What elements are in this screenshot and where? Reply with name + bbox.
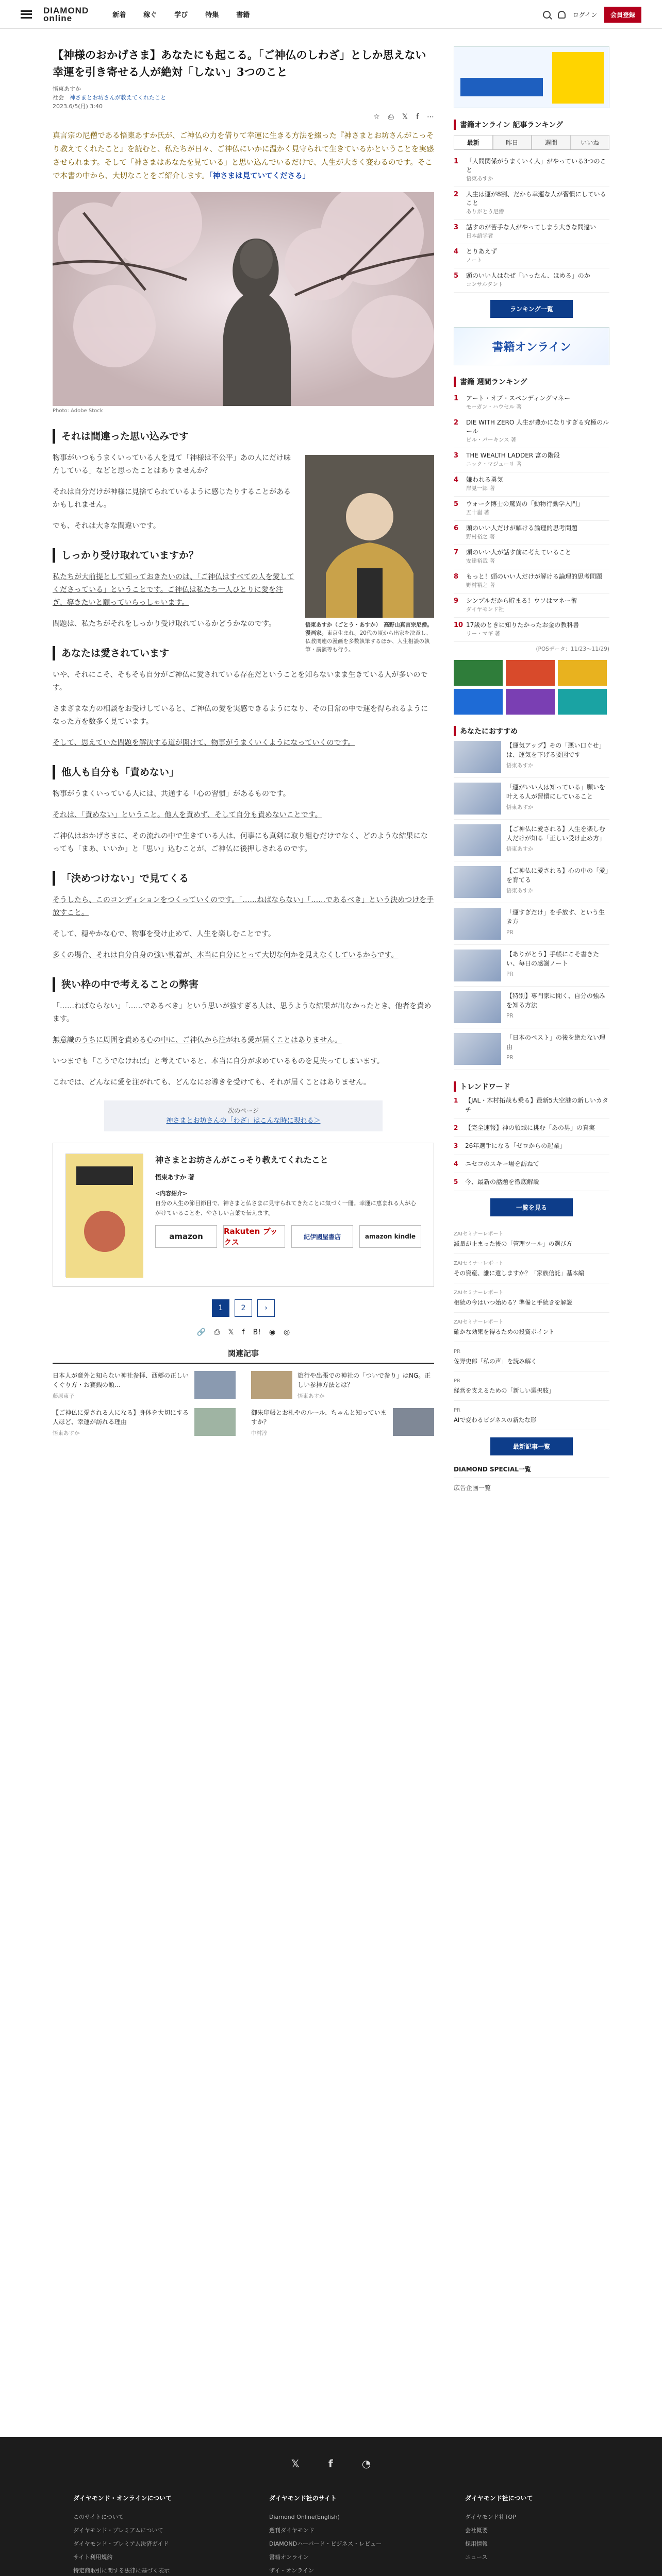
footer-col-about: ダイヤモンド・オンラインについて このサイトについて ダイヤモンド・プレミアムについて ダイヤモンド・プレミアム決済ガイド サイト利用規約 特定商取引に関する法律に基づく表示	[73, 2494, 197, 2576]
footer-link[interactable]: ダイヤモンド社TOP	[465, 2514, 516, 2520]
footer-link[interactable]: このサイトについて	[73, 2514, 124, 2520]
share-bar	[53, 113, 434, 121]
trend-item[interactable]: 1 【JAL・木村拓哉も乗る】最新5大空港の新しいカタチ	[454, 1092, 609, 1119]
recommend-title: あなたにおすすめ	[454, 726, 609, 736]
pr-item[interactable]: PR AIで変わるビジネスの新たな形	[454, 1401, 609, 1430]
thumbnail	[454, 866, 501, 898]
article-meta	[53, 84, 434, 111]
bookmark-icon[interactable]: ☆	[373, 113, 380, 121]
related-heading: 関連記事	[53, 1348, 434, 1364]
ranking-item[interactable]: 1 「人間関係がうまくいく人」がやっている3つのこと 悟東あすか	[454, 154, 609, 187]
book-desc-heading: <内容紹介>	[155, 1190, 188, 1197]
section-heading: それは間違った思い込みです	[53, 429, 434, 444]
footer-col-sites: ダイヤモンド社のサイト Diamond Online(English) 週刊ダイヤモンド DIAMONDハーバード・ビジネス・レビュー 書籍オンライン ザイ・オンライン	[269, 2494, 393, 2576]
thumbnail	[454, 824, 501, 856]
book-ranking-item[interactable]: 3 THE WEALTH LADDER 富の階段 ニック・マジューリ 著	[454, 448, 609, 472]
related-item[interactable]: 【ご神仏に愛される人になる】身体を大切にする人ほど、幸運が訪れる理由 悟東あすか	[53, 1408, 236, 1438]
trend-item[interactable]: 2 【完全速報】神の領域に挑む「あの男」の真実	[454, 1119, 609, 1137]
paragraph: 私たちが大前提として知っておきたいのは、「ご神仏はすべての人を愛してくださっている」ということです。ご神仏は私たち一人ひとりに愛を注ぎ、導きたいと願っていらっしゃいます。	[53, 573, 294, 607]
next-page-link[interactable]: 次のページ 神さまとお坊さんの「わざ」はこんな時に現れる＞	[104, 1100, 383, 1131]
search-icon[interactable]	[543, 11, 551, 19]
paragraph: 「……ねばならない」「……であるべき」という思いが強すぎる人は、思うような結果が出なかったとき、他者を責めます。	[53, 1002, 432, 1023]
paragraph: いや、それにこそ、そもそも自分がご神仏に愛されている存在だということを知らないまま生きている人が多いのです。	[53, 671, 428, 692]
recommend-item[interactable]: 「日本のペスト」の後を絶たない理由 PR	[454, 1028, 609, 1070]
special-link[interactable]: DIAMOND SPECIAL一覧	[454, 1465, 609, 1478]
facebook-icon[interactable]: f	[328, 2458, 333, 2470]
paragraph: そして、思えていた問題を解決する道が開けて、物事がうまくいくようになっていくのです。	[53, 739, 355, 747]
pocket-icon[interactable]: ◎	[284, 1328, 290, 1336]
recommend-item[interactable]: 「運すぎだけ」を手放す、という生き方 PR	[454, 903, 609, 945]
footer-link[interactable]: 週刊ダイヤモンド	[269, 2527, 315, 2534]
book-cover[interactable]	[65, 1154, 143, 1277]
footer-link[interactable]: 採用情報	[465, 2540, 488, 2547]
recommend-item[interactable]: 【ご神仏に愛される】心の中の「愛」を育てる 悟東あすか	[454, 861, 609, 903]
rakuten-button[interactable]: Rakuten ブックス	[223, 1225, 285, 1248]
paragraph: ご神仏はおかげさまに、その流れの中で生きている人は、何事にも真剣に取り組むだけでなく、どのような結果になっても「まあ、いいか」と「思い」込むことが、ご神仏に後押しされるのです。	[53, 832, 428, 853]
recommend-list	[454, 736, 609, 1070]
ranking-title: 書籍オンライン 記事ランキング	[454, 120, 609, 130]
register-button[interactable]: 会員登録	[604, 7, 641, 23]
section-heading: 「決めつけない」で見てくる	[53, 871, 434, 886]
next-page-button[interactable]: ›	[257, 1299, 275, 1317]
footer-link[interactable]: サイト利用規約	[73, 2554, 113, 2561]
shoseki-banner[interactable]: 書籍オンライン	[454, 327, 609, 365]
photo-credit: Photo: Adobe Stock	[53, 408, 103, 414]
thumbnail	[454, 991, 501, 1023]
thumbnail	[454, 1033, 501, 1065]
series-link[interactable]: 神さまとお坊さんが教えてくれたこと	[70, 94, 166, 101]
pr-item[interactable]: PR 佐野史郎「私の声」を読み解く	[454, 1342, 609, 1371]
nav-item[interactable]: 書籍	[236, 11, 250, 19]
related-item[interactable]: 旅行や出張での神社の「ついで参り」はNG。正しい参拝方法とは？ 悟東あすか	[251, 1371, 434, 1401]
pr-item[interactable]: ZAIセミナーレポート その資産、誰に遺しますか？「家族信託」基本編	[454, 1254, 609, 1283]
tab-likes[interactable]: いいね	[571, 135, 610, 149]
paragraph: 物事がいつもうまくいっている人を見て「神様は不公平」あの人にだけ味方している」などと思ったことはありませんか？	[53, 454, 291, 475]
pos-note: (POSデータ：11/23〜11/29)	[536, 646, 609, 652]
related-list	[53, 1371, 434, 1438]
nav-item[interactable]: 特集	[205, 11, 219, 19]
login-link[interactable]: ログイン	[572, 11, 597, 19]
author-name[interactable]: 悟東あすか	[53, 86, 81, 92]
ranking-item[interactable]: 2 人生は運が8割、だから幸運な人が習慣にしていること ありがとう尼僧	[454, 187, 609, 220]
book-ranking-item[interactable]: 4 嫌われる勇気 岸見一郎 著	[454, 472, 609, 497]
promo-banner[interactable]	[558, 689, 607, 715]
thumbnail	[454, 950, 501, 981]
trend-item[interactable]: 4 ニセコのスキー場を訪ねて	[454, 1155, 609, 1173]
book-ranking-list	[454, 391, 609, 642]
pr-item[interactable]: ZAIセミナーレポート 確かな効果を得るための投資ポイント	[454, 1313, 609, 1342]
site-logo[interactable]: DIAMOND online	[43, 5, 89, 23]
related-item[interactable]: 御朱印帳とお札やのルール、ちゃんと知っていますか？ 中村淳	[251, 1408, 434, 1438]
recommend-item[interactable]: 【運気アップ】その「悪い口ぐせ」は、運気を下げる要因です 悟東あすか	[454, 736, 609, 778]
pr-item[interactable]: ZAIセミナーレポート 相続の今はいつ始める？準備と手続きを解説	[454, 1283, 609, 1313]
footer-link[interactable]: DIAMONDハーバード・ビジネス・レビュー	[269, 2540, 382, 2547]
book-ranking-item[interactable]: 2 DIE WITH ZERO 人生が豊かになりすぎる究極のルール ビル・パーキンス 著	[454, 415, 609, 448]
footer-link[interactable]: 会社概要	[465, 2527, 488, 2534]
book-ranking-item[interactable]: 9 シンプルだから貯まる！ウソはマネー術 ダイヤモンド社	[454, 594, 609, 618]
thumbnail	[454, 783, 501, 815]
section-heading: あなたは愛されています	[53, 646, 296, 660]
author-profile-text: 東京生まれ。20代の頃から出家を決意し、仏教関連の漫画を多数執筆するほか、人生相談の執筆・講演等も行う。	[305, 630, 432, 653]
recommend-item[interactable]: 【ありがとう】手帳にこそ書きたい、毎日の感謝ノート PR	[454, 945, 609, 987]
sidebar	[454, 46, 609, 1492]
book-ranking-item[interactable]: 7 頭のいい人が話す前に考えていること 安達裕哉 著	[454, 545, 609, 569]
book-ranking-item[interactable]: 5 ウォーク博士の驚異の「動物行動学入門」 五十嵐 著	[454, 497, 609, 521]
ranking-item[interactable]: 3 話すのが苦手な人がやってしまう大きな間違い 日本語学者	[454, 220, 609, 244]
author-profile-name: 悟東あすか（ごとう・あすか） 高野山真言宗尼僧。漫画家。	[305, 622, 433, 636]
promo-banner[interactable]	[506, 660, 555, 686]
trend-item[interactable]: 3 26年選手になる「ゼロからの起業」	[454, 1137, 609, 1155]
book-ranking-item[interactable]: 8 もっと！頭のいい人だけが解ける論理的思考問題 野村裕之 著	[454, 569, 609, 594]
section-heading: 狭い枠の中で考えることの弊害	[53, 977, 434, 992]
article-lead: 真言宗の尼僧である悟東あすか氏が、ご神仏の力を借りて幸運に生きる方法を綴った『神さまとお坊さんがこっそり教えてくれたこと』を読むと、私たちが日々、ご神仏にいかに温かく見守られて生きているかということを実感させられます。そして「神さまはあなたを見ている」と思い込んでいるだけで、人生が大きく変わるのです。そこで本書の中から、大切なことをご紹介します。「神さまは見ていてくださる」	[53, 132, 434, 180]
tab-latest[interactable]: 最新	[454, 135, 493, 149]
link-icon[interactable]: 🔗	[196, 1328, 206, 1336]
facebook-share-icon[interactable]: f	[416, 113, 419, 121]
user-icon[interactable]	[558, 11, 566, 19]
footer-link[interactable]: ニュース	[465, 2554, 488, 2561]
footer-link[interactable]: ザイ・オンライン	[269, 2567, 314, 2574]
page-2[interactable]: 2	[235, 1299, 252, 1317]
paragraph: でも、それは大きな間違いです。	[53, 522, 160, 530]
trend-list	[454, 1092, 609, 1191]
thumbnail	[194, 1408, 236, 1436]
ranking-item[interactable]: 4 とりあえず ノート	[454, 244, 609, 268]
footer-col-company: ダイヤモンド社について ダイヤモンド社TOP 会社概要 採用情報 ニュース	[465, 2494, 589, 2576]
nav-item[interactable]: 学び	[174, 11, 188, 19]
promo-banners	[454, 660, 609, 715]
thumbnail	[194, 1371, 236, 1399]
print-icon[interactable]: ⎙	[214, 1328, 220, 1336]
paragraph: これでは、どんなに愛を注がれても、どんなにお導きを受けても、それが届くことはありません。	[53, 1078, 371, 1087]
amazon-button[interactable]: amazon	[155, 1225, 217, 1248]
x-share-icon[interactable]: 𝕏	[228, 1328, 234, 1336]
footer-link[interactable]: ダイヤモンド・プレミアム決済ガイド	[73, 2540, 169, 2547]
ad-list-link[interactable]: 広告企画一覧	[454, 1484, 491, 1492]
thumbnail	[393, 1408, 434, 1436]
kindle-button[interactable]: amazon kindle	[359, 1225, 421, 1248]
ranking-more-button[interactable]: ランキング一覧	[490, 300, 573, 318]
kinokuniya-button[interactable]: 紀伊國屋書店	[291, 1225, 353, 1248]
paragraph: 多くの場合、それは自分自身の強い執着が、本当に自分にとって大切な何かを見えなくしているからです。	[53, 951, 399, 959]
section-heading: 他人も自分も「責めない」	[53, 765, 434, 779]
article	[53, 46, 434, 1438]
publish-date: 2023.6/5(月) 3:40	[53, 103, 103, 110]
paragraph: そうしたら、このコンディションをつくっていくのです。「……ねばならない」「……であるべき」という決めつけを手放すこと。	[53, 896, 434, 917]
book-description: 自分の人生の節目節目で、神さまと仏さまに見守られてきたことに気づく一冊。幸運に恵まれる人が心がけていることを、やさしい言葉で伝えます。	[155, 1200, 416, 1216]
trend-title: トレンドワード	[454, 1081, 609, 1092]
book-ranking-title: 書籍 週間ランキング	[454, 377, 609, 387]
ad-banner[interactable]	[454, 46, 609, 108]
hatena-icon[interactable]: B!	[253, 1328, 261, 1336]
menu-icon[interactable]	[21, 10, 32, 19]
social-links	[0, 2437, 662, 2470]
ranking-list	[454, 154, 609, 293]
book-box	[53, 1143, 434, 1287]
author-profile	[305, 455, 434, 654]
footer-link[interactable]: ダイヤモンド・プレミアムについて	[73, 2527, 163, 2534]
line-icon[interactable]: ◉	[269, 1328, 276, 1336]
rss-icon[interactable]: ◔	[361, 2458, 371, 2470]
paragraph: それは自分だけが神様に見捨てられているように感じたりすることがあるかもしれません。	[53, 488, 291, 509]
book-ranking-item[interactable]: 1 アート・オブ・スペンディングマネー モーガン・ハウセル 著	[454, 391, 609, 415]
share-bar-bottom	[53, 1328, 434, 1336]
x-icon[interactable]: 𝕏	[291, 2458, 300, 2470]
promo-banner[interactable]	[454, 689, 503, 715]
pagination	[53, 1299, 434, 1317]
print-icon[interactable]: ⎙	[388, 113, 394, 121]
pr-more-button[interactable]: 最新記事一覧	[490, 1437, 573, 1455]
footer-link[interactable]: 書籍オンライン	[269, 2554, 309, 2561]
paragraph: 物事がうまくいっている人には、共通する「心の習慣」があるものです。	[53, 790, 290, 798]
site-footer	[0, 2437, 662, 2576]
recommend-item[interactable]: 【ご神仏に愛される】人生を楽しむ人だけが知る「正しい受け止め方」 悟東あすか	[454, 820, 609, 861]
page-1[interactable]: 1	[212, 1299, 229, 1317]
tab-weekly[interactable]: 週間	[532, 135, 571, 149]
promo-banner[interactable]	[506, 689, 555, 715]
thumbnail	[454, 908, 501, 940]
article-title: 【神様のおかげさま】あなたにも起こる。「ご神仏のしわざ」としか思えない幸運を引き寄せる人が絶対「しない」3つのこと	[53, 48, 426, 78]
paragraph: そして、穏やかな心で、物事を受け止めて、人生を楽しむことです。	[53, 930, 276, 938]
x-share-icon[interactable]: 𝕏	[402, 113, 408, 121]
category[interactable]: 社会	[53, 94, 64, 101]
related-item[interactable]: 日本人が意外と知らない神社参拝、西郷の正しいくぐり方・お賽銭の額… 藤原東子	[53, 1371, 236, 1401]
nav-item[interactable]: 稼ぐ	[143, 11, 157, 19]
book-ranking-item[interactable]: 10 17歳のときに知りたかったお金の教科書 リー・マギ 著	[454, 618, 609, 642]
recommend-item[interactable]: 「運がいい人は知っている」願いを叶える人が習慣にしていること 悟東あすか	[454, 778, 609, 820]
paragraph: 無意識のうちに周囲を責める心の中に、ご神仏から注がれる愛が届くことはありません。	[53, 1036, 342, 1044]
thumbnail	[251, 1371, 292, 1399]
pr-item[interactable]: ZAIセミナーレポート 減量が止まった後の「管理ツール」の選び方	[454, 1225, 609, 1254]
paragraph: 問題は、私たちがそれをしっかり受け取れているかどうかなのです。	[53, 620, 276, 628]
footer-link[interactable]: 特定商取引に関する法律に基づく表示	[73, 2567, 170, 2574]
hero-image	[53, 192, 434, 406]
paragraph: それは、「責めない」ということ。他人を責めず、そして自分も責めないことです。	[53, 811, 322, 819]
trend-more-button[interactable]: 一覧を見る	[490, 1198, 573, 1216]
nav-item[interactable]: 新着	[112, 11, 126, 19]
promo-banner[interactable]	[558, 660, 607, 686]
author-photo	[305, 455, 434, 618]
facebook-share-icon[interactable]: f	[242, 1328, 245, 1336]
paragraph: さまざまな方の相談をお受けしていると、ご神仏の愛を実感できるようになり、その日常の中で運を得られるようになった方を数多く見ています。	[53, 705, 428, 726]
book-title[interactable]: 神さまとお坊さんがこっそり教えてくれたこと	[155, 1155, 328, 1165]
section-heading: しっかり受け取れていますか？	[53, 548, 296, 563]
tab-yesterday[interactable]: 昨日	[493, 135, 532, 149]
pr-list	[454, 1225, 609, 1430]
recommend-item[interactable]: 【特別】専門家に聞く、自分の強みを知る方法 PR	[454, 987, 609, 1028]
promo-banner[interactable]	[454, 660, 503, 686]
pr-item[interactable]: PR 経営を支えるための「新しい選択肢」	[454, 1371, 609, 1401]
global-nav	[112, 9, 250, 19]
paragraph: いつまでも「こうでなければ」と考えていると、本当に自分が求めているものを見失ってしまいます。	[53, 1057, 384, 1065]
buddha-statue-photo	[53, 192, 434, 406]
site-header	[0, 0, 662, 29]
book-ranking-item[interactable]: 6 頭のいい人だけが解ける論理的思考問題 野村裕之 著	[454, 521, 609, 545]
ranking-item[interactable]: 5 頭のいい人はなぜ「いったん、ほめる」のか コンサルタント	[454, 268, 609, 293]
trend-item[interactable]: 5 今、最新の話題を徹底解説	[454, 1173, 609, 1191]
ranking-tabs	[454, 135, 609, 150]
footer-link[interactable]: Diamond Online(English)	[269, 2514, 340, 2520]
book-author: 悟東あすか 著	[155, 1174, 195, 1181]
thumbnail	[454, 741, 501, 773]
more-share-icon[interactable]: ⋯	[427, 113, 434, 121]
